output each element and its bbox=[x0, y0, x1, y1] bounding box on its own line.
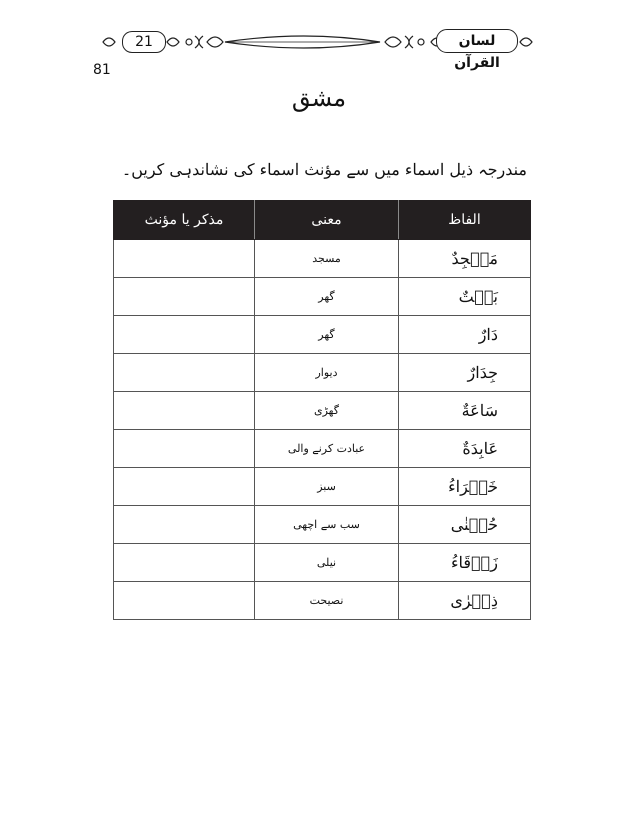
gender-answer-cell[interactable] bbox=[114, 544, 255, 582]
meaning-cell: دیوار bbox=[255, 354, 399, 392]
word-cell: بَيۡتٌ bbox=[399, 278, 531, 316]
meaning-cell: سبز bbox=[255, 468, 399, 506]
meaning-cell: نیلی bbox=[255, 544, 399, 582]
gender-answer-cell[interactable] bbox=[114, 278, 255, 316]
meaning-cell: گھڑی bbox=[255, 392, 399, 430]
table-row bbox=[114, 316, 531, 354]
table-row bbox=[114, 430, 531, 468]
word-cell: خَضۡرَاءُ bbox=[399, 468, 531, 506]
meaning-cell: گھر bbox=[255, 316, 399, 354]
book-brand-badge: لسان القرآن bbox=[436, 29, 518, 53]
vocabulary-table bbox=[113, 200, 531, 620]
word-cell: عَابِدَةٌ bbox=[399, 430, 531, 468]
table-row bbox=[114, 392, 531, 430]
word-cell: ذِكۡرٰی bbox=[399, 582, 531, 620]
meaning-cell: سب سے اچھی bbox=[255, 506, 399, 544]
table-row bbox=[114, 544, 531, 582]
meaning-cell: عبادت کرنے والی bbox=[255, 430, 399, 468]
gender-answer-cell[interactable] bbox=[114, 506, 255, 544]
header-meaning: معنی bbox=[255, 201, 399, 240]
gender-answer-cell[interactable] bbox=[114, 240, 255, 278]
gender-answer-cell[interactable] bbox=[114, 392, 255, 430]
gender-answer-cell[interactable] bbox=[114, 354, 255, 392]
page-number: 81 bbox=[93, 62, 111, 78]
word-cell: سَاعَةٌ bbox=[399, 392, 531, 430]
gender-answer-cell[interactable] bbox=[114, 430, 255, 468]
gender-answer-cell[interactable] bbox=[114, 468, 255, 506]
header-words: الفاظ bbox=[399, 201, 531, 240]
header-gender: مذکر یا مؤنث bbox=[114, 201, 255, 240]
table-row bbox=[114, 354, 531, 392]
word-cell: زَرۡقَاءُ bbox=[399, 544, 531, 582]
word-cell: مَسۡجِدٌ bbox=[399, 240, 531, 278]
gender-answer-cell[interactable] bbox=[114, 316, 255, 354]
meaning-cell: مسجد bbox=[255, 240, 399, 278]
gender-answer-cell[interactable] bbox=[114, 582, 255, 620]
word-cell: دَارٌ bbox=[399, 316, 531, 354]
table-row bbox=[114, 582, 531, 620]
table-row bbox=[114, 240, 531, 278]
word-cell: جِدَارٌ bbox=[399, 354, 531, 392]
meaning-cell: نصیحت bbox=[255, 582, 399, 620]
chapter-page-badge: 21 bbox=[122, 31, 166, 53]
word-cell: حُسۡنٰی bbox=[399, 506, 531, 544]
table-row bbox=[114, 468, 531, 506]
table-row bbox=[114, 278, 531, 316]
exercise-title: مشق bbox=[291, 84, 347, 112]
exercise-instruction: مندرجہ ذیل اسماء میں سے مؤنث اسماء کی نشاندہی کریں۔ bbox=[121, 160, 527, 179]
table-row bbox=[114, 506, 531, 544]
table-header-row bbox=[114, 201, 531, 240]
meaning-cell: گھر bbox=[255, 278, 399, 316]
